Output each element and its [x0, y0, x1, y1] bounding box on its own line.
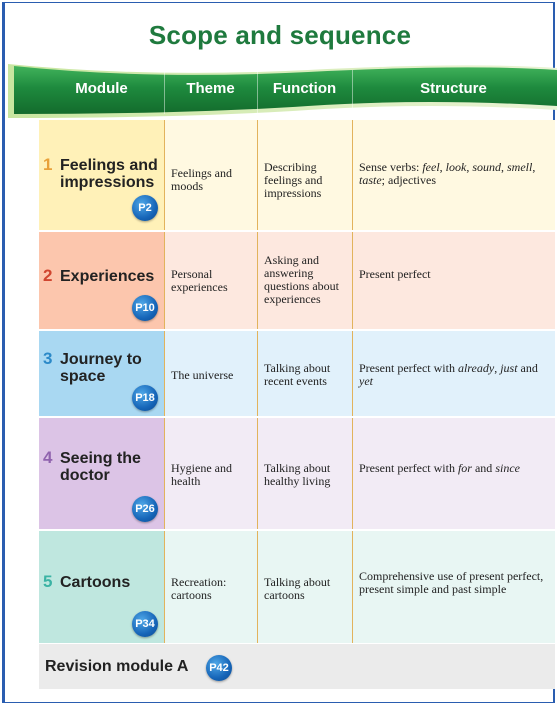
row-divider: [39, 329, 555, 331]
function-text: Describing feelings and impressions: [264, 160, 323, 200]
structure-cell: [352, 330, 555, 417]
structure-text: Present perfect with already, just and yet: [359, 361, 538, 388]
structure-cell: [352, 120, 555, 231]
structure-cell: [352, 231, 555, 330]
theme-text: Recreation: cartoons: [171, 575, 227, 602]
theme-text: Feelings and moods: [171, 166, 232, 193]
function-text: Talking about healthy living: [264, 461, 331, 488]
page-badge[interactable]: P18: [132, 385, 158, 411]
module-row: [39, 231, 555, 330]
structure-text: Sense verbs: feel, look, sound, smell, taste; adjectives: [359, 160, 536, 187]
module-row: [39, 417, 555, 530]
theme-cell: [164, 120, 257, 231]
header-divider: [257, 70, 258, 114]
page-badge[interactable]: P26: [132, 496, 158, 522]
structure-text: Comprehensive use of present perfect, present simple and past simple: [359, 569, 544, 596]
structure-text: Present perfect with for and since: [359, 461, 520, 475]
function-cell: [257, 530, 352, 644]
module-name: Journey to space: [60, 351, 142, 385]
page-badge[interactable]: P10: [132, 295, 158, 321]
page-badge[interactable]: P42: [206, 655, 232, 681]
module-cell: [39, 530, 164, 644]
row-divider: [39, 529, 555, 531]
function-text: Talking about cartoons: [264, 575, 331, 602]
header-divider: [164, 70, 165, 114]
function-cell: [257, 417, 352, 530]
function-cell: [257, 330, 352, 417]
header-function: Function: [272, 80, 337, 97]
theme-text: The universe: [171, 368, 234, 382]
module-name: Seeing the doctor: [60, 450, 141, 484]
theme-cell: [164, 330, 257, 417]
header-module: Module: [75, 80, 128, 97]
theme-cell: [164, 417, 257, 530]
page-badge[interactable]: P2: [132, 195, 158, 221]
function-cell: [257, 120, 352, 231]
theme-cell: [164, 530, 257, 644]
header-theme: Theme: [186, 80, 235, 97]
module-cell: [39, 231, 164, 330]
module-name: Feelings and impressions: [60, 157, 158, 191]
revision-label: Revision module A: [45, 658, 189, 675]
module-cell: [39, 330, 164, 417]
function-text: Asking and answering questions about experiences: [264, 253, 339, 306]
module-name: Cartoons: [60, 574, 131, 591]
module-number: 4: [43, 448, 53, 467]
structure-text: Present perfect: [359, 267, 431, 281]
function-cell: [257, 231, 352, 330]
module-row: [39, 530, 555, 644]
revision-row: [39, 644, 555, 689]
structure-cell: [352, 417, 555, 530]
structure-cell: [352, 530, 555, 644]
module-number: 1: [43, 155, 53, 174]
theme-text: Hygiene and health: [171, 461, 232, 488]
module-number: 2: [43, 266, 53, 285]
module-cell: [39, 417, 164, 530]
row-divider: [39, 416, 555, 418]
module-cell: [39, 120, 164, 231]
module-row: [39, 330, 555, 417]
row-divider: [39, 230, 555, 232]
module-number: 5: [43, 572, 53, 591]
page-title: Scope and sequence: [148, 20, 412, 50]
module-number: 3: [43, 349, 53, 368]
header-divider: [352, 70, 353, 114]
page-badge[interactable]: P34: [132, 611, 158, 637]
theme-cell: [164, 231, 257, 330]
header-structure: Structure: [420, 80, 487, 97]
function-text: Talking about recent events: [264, 361, 331, 388]
module-row: [39, 120, 555, 231]
module-name: Experiences: [60, 268, 155, 285]
theme-text: Personal experiences: [171, 267, 228, 294]
